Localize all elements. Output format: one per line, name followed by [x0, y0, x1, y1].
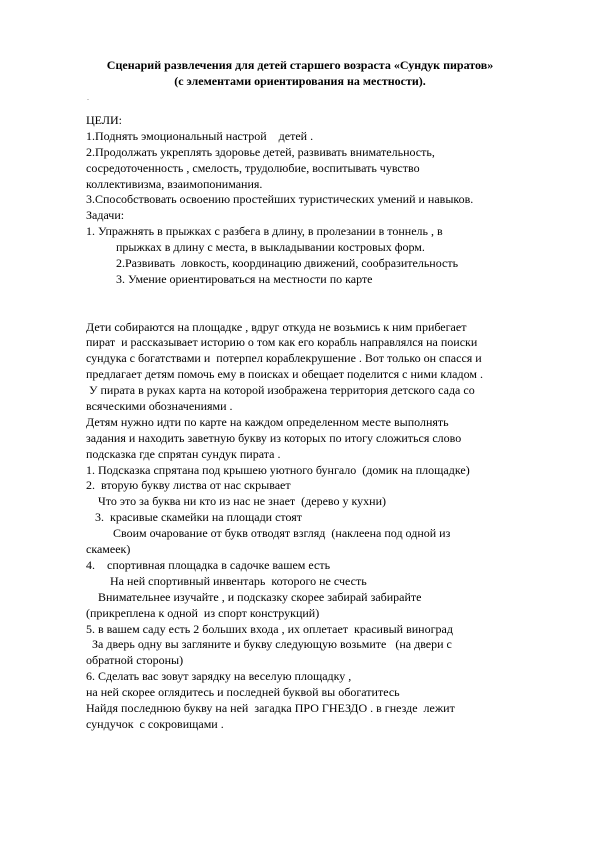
goals-line: 2.Продолжать укреплять здоровье детей, развивать внимательность, — [86, 144, 435, 159]
story-line: пират и рассказывает историю о том как его корабль направлялся на поиски — [86, 335, 478, 350]
story-line: всяческими обозначениями . — [86, 399, 233, 414]
goals-line: сосредоточенность , смелость, трудолюбие, воспитывать чувство — [86, 160, 420, 175]
paragraph-gap — [86, 288, 556, 304]
title-line-1: Сценарий развлечения для детей старшего возраста «Сундук пиратов» — [106, 58, 494, 72]
goals-line: ЦЕЛИ: — [86, 113, 122, 127]
story-line: 2. вторую букву листва от нас скрывает — [86, 478, 291, 493]
task-line: 1. Упражнять в прыжках с разбега в длину, в пролезании в тоннель , в — [86, 224, 443, 239]
story-line: задания и находить заветную букву из которых по итогу сложиться слово — [86, 430, 462, 445]
story-line: Своим очарование от букв отводят взгляд (наклеена под одной из — [86, 526, 451, 541]
task-line: 3. Умение ориентироваться на местности по карте — [86, 271, 373, 286]
story-line: 5. в вашем саду есть 2 больших входа , их оплетает красивый виноград — [86, 621, 453, 636]
story-line: Найдя последнюю букву на ней загадка ПРО ГНЕЗДО . в гнезде лежит — [86, 700, 455, 715]
goals-line: 3.Способствовать освоению простейших туристических умений и навыков. — [86, 192, 474, 207]
goals-section — [86, 113, 556, 288]
goals-line: 1.Поднять эмоциональный настрой детей . — [86, 128, 314, 143]
goals-line: коллективизма, взаимопонимания. — [86, 176, 263, 191]
tasks-heading: Задачи: — [86, 208, 125, 223]
task-line: 2.Развивать ловкость, координацию движений, сообразительность — [86, 256, 459, 271]
story-line: предлагает детям помочь ему в поисках и обещает поделится с ними кладом . — [86, 367, 483, 382]
story-line: 6. Сделать вас зовут зарядку на веселую площадку , — [86, 669, 352, 684]
title-line-2: (с элементами ориентирования на местности). — [174, 74, 426, 88]
story-line: сундучок с сокровищами . — [86, 716, 224, 731]
story-line: У пирата в руках карта на которой изображена территория детского сада со — [86, 383, 475, 398]
story-line: Детям нужно идти по карте на каждом определенном месте выполнять — [86, 414, 449, 429]
story-line: 1. Подсказка спрятана под крышею уютного бунгало (домик на площадке) — [86, 462, 470, 477]
story-line: сундука с богатствами и потерпел кораблекрушение . Вот только он спасся и — [86, 351, 482, 366]
story-line: на ней скорее оглядитесь и последней буквой вы обогатитесь — [86, 685, 400, 700]
stray-marker: . — [87, 93, 89, 102]
story-line: 3. красивые скамейки на площади стоят — [86, 510, 303, 525]
story-section — [86, 320, 556, 733]
story-line: За дверь одну вы загляните и букву следующую возьмите (на двери с — [86, 637, 452, 652]
story-line: скамеек) — [86, 542, 131, 557]
story-line: (прикреплена к одной из спорт конструкций) — [86, 605, 320, 620]
story-line: Что это за буква ни кто из нас не знает (дерево у кухни) — [86, 494, 386, 509]
task-line: прыжках в длину с места, в выкладывании костровых форм. — [86, 240, 425, 255]
story-line: На ней спортивный инвентарь которого не счесть — [86, 573, 367, 588]
story-line: 4. спортивная площадка в садочке вашем есть — [86, 557, 331, 572]
paragraph-gap — [86, 304, 556, 320]
document-body — [86, 113, 556, 733]
story-line: подсказка где спрятан сундук пирата . — [86, 446, 281, 461]
story-line: обратной стороны) — [86, 653, 184, 668]
document-title — [60, 57, 540, 89]
story-line: Дети собираются на площадке , вдруг откуда не возьмись к ним прибегает — [86, 319, 467, 334]
story-line: Внимательнее изучайте , и подсказку скорее забирай забирайте — [86, 589, 422, 604]
